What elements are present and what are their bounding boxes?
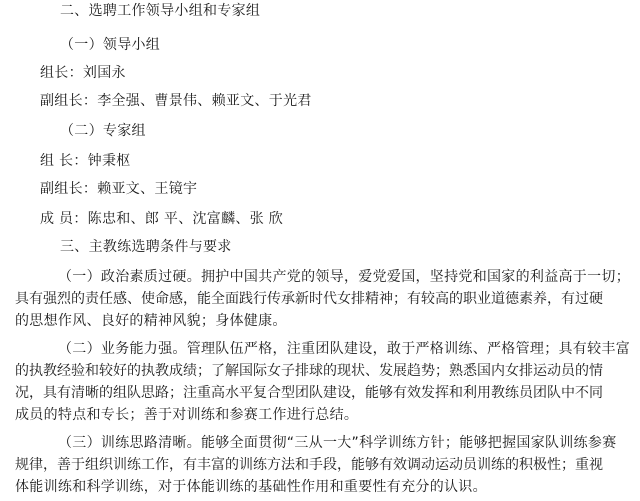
paragraph-3-line-2: 规律，善于组织训练工作，有丰富的训练方法和手段，能够有效调动运动员训练的积极性；重视 [15,457,603,473]
heading-section-3: 三、主教练选聘条件与要求 [60,239,232,255]
subheading-expert-group: （二）专家组 [60,123,146,139]
paragraph-2-line-1: （二）业务能力强。管理队伍严格，注重团队建设，敢于严格训练、严格管理；具有较丰富 [58,341,630,357]
heading-section-2: 二、选聘工作领导小组和专家组 [60,3,261,19]
paragraph-2-line-4: 成员的特点和专长；善于对训练和参赛工作进行总结。 [15,407,359,423]
paragraph-2-line-3: 况，具有清晰的组队思路；注重高水平复合型团队建设，能够有效发挥和利用教练员团队中不同 [15,385,603,401]
paragraph-1-line-1: （一）政治素质过硬。拥护中国共产党的领导，爱党爱国，坚持党和国家的利益高于一切； [58,269,630,285]
paragraph-3-line-3: 体能训练和科学训练，对于体能训练的基础性作用和重要性有充分的认识。 [15,479,487,495]
text-expert-deputies: 副组长：赖亚文、王镜宇 [40,181,198,197]
paragraph-1-line-3: 的思想作风、良好的精神风貌；身体健康。 [15,313,287,329]
text-leader: 组长：刘国永 [40,65,126,81]
text-deputy-leaders: 副组长：李全强、曹景伟、赖亚文、于光君 [40,93,312,109]
subheading-leadership-group: （一）领导小组 [60,37,161,53]
text-expert-members: 成 员：陈忠和、郎 平、沈富麟、张 欣 [40,211,284,227]
paragraph-1-line-2: 具有强烈的责任感、使命感，能全面践行传承新时代女排精神；有较高的职业道德素养，有过硬 [15,291,603,307]
text-expert-leader: 组 长：钟秉枢 [40,153,131,169]
paragraph-2-line-2: 的执教经验和较好的执教成绩；了解国际女子排球的现状、发展趋势；熟悉国内女排运动员的情 [15,363,603,379]
paragraph-3-line-1: （三）训练思路清晰。能够全面贯彻“三从一大”科学训练方针；能够把握国家队训练参赛 [58,435,617,451]
